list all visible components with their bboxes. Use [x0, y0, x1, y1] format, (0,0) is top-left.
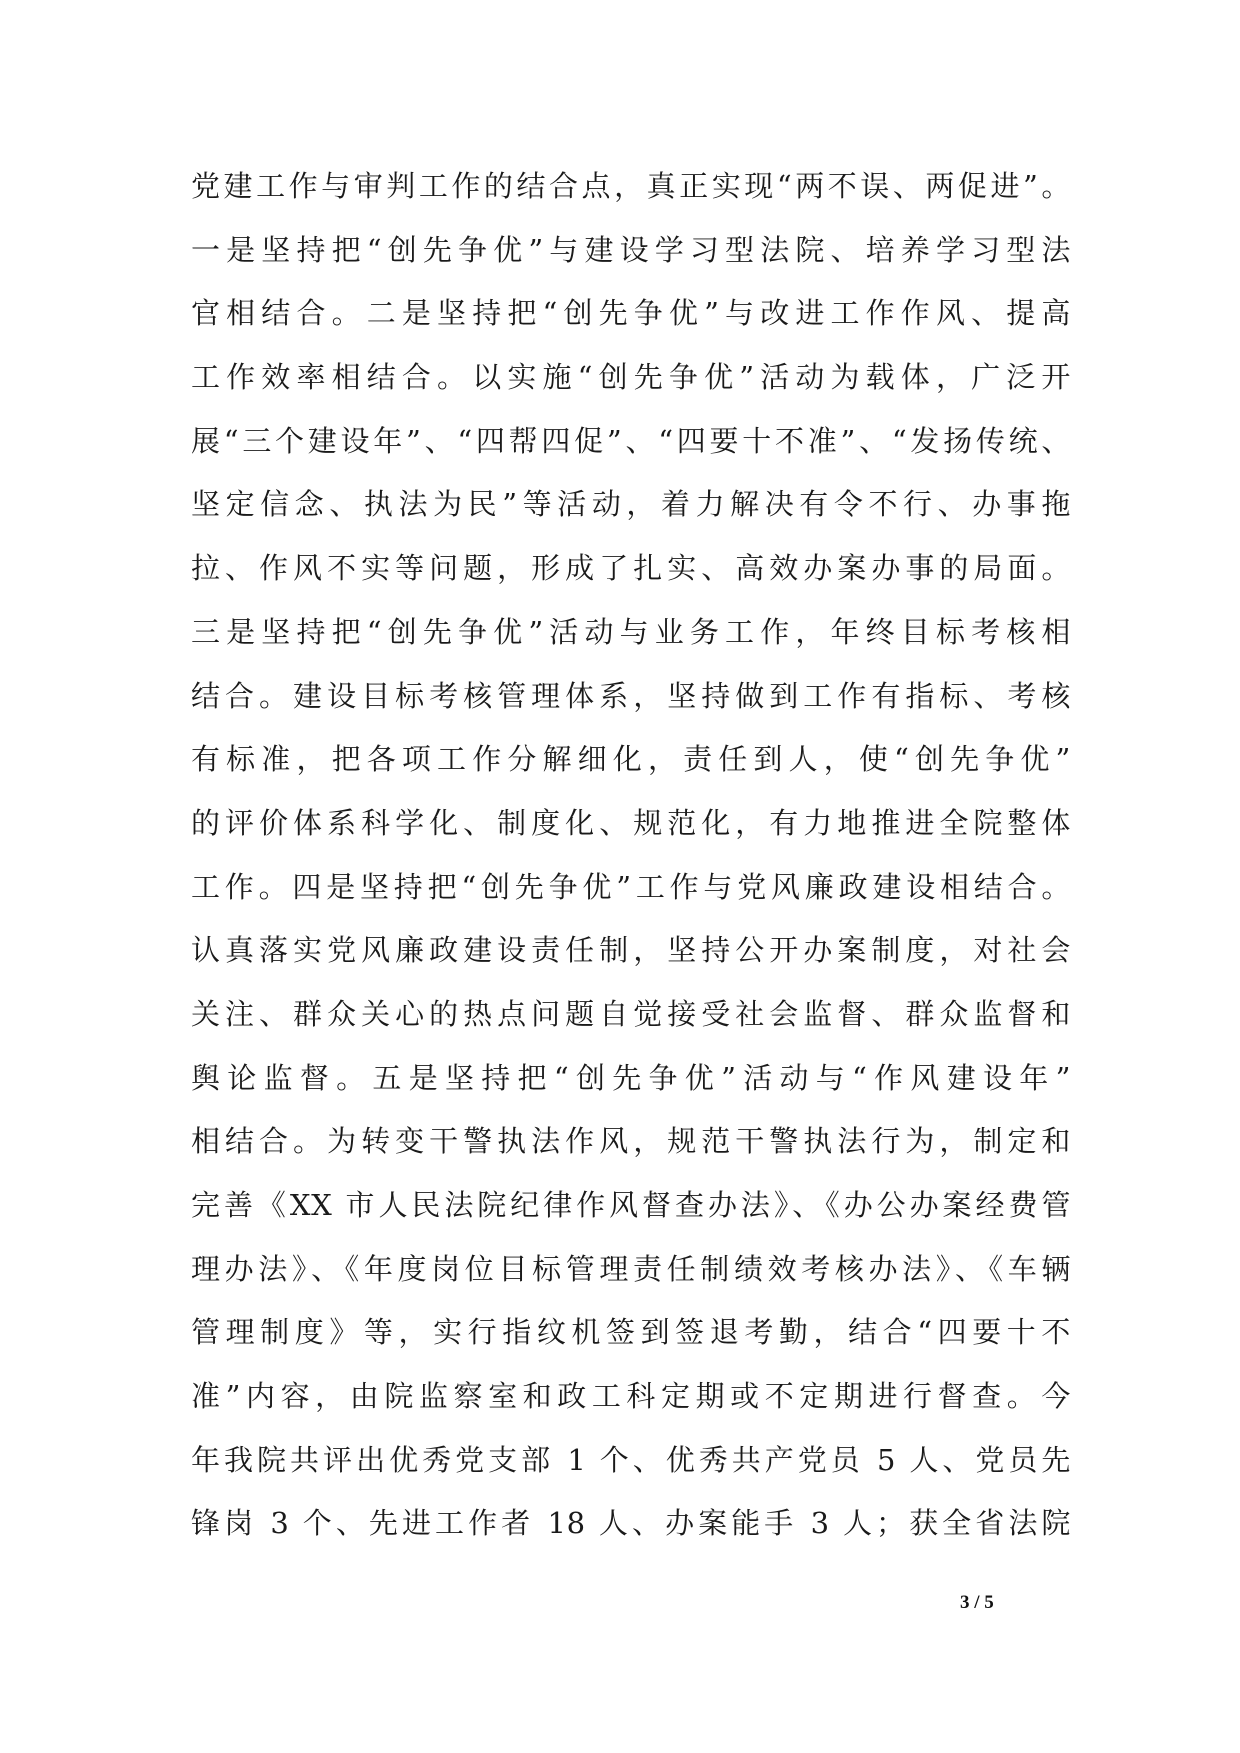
text-line: 坚定信念、执法为民”等活动，着力解决有令不行、办事拖	[191, 487, 1071, 522]
text-line: 结合。建设目标考核管理体系，坚持做到工作有指标、考核	[191, 678, 1071, 713]
text-line: 拉、作风不实等问题，形成了扎实、高效办案办事的局面。	[191, 551, 1071, 586]
text-line: 工作。四是坚持把“创先争优”工作与党风廉政建设相结合。	[191, 869, 1071, 904]
text-line: 工作效率相结合。以实施“创先争优”活动为载体，广泛开	[191, 360, 1071, 395]
text-line: 准”内容，由院监察室和政工科定期或不定期进行督查。今	[191, 1379, 1071, 1414]
text-line: 展“三个建设年”、“四帮四促”、“四要十不准”、“发扬传统、	[191, 423, 1071, 458]
text-line: 相结合。为转变干警执法作风，规范干警执法行为，制定和	[191, 1124, 1071, 1159]
text-line: 一是坚持把“创先争优”与建设学习型法院、培养学习型法	[191, 232, 1071, 267]
text-line: 党建工作与审判工作的结合点，真正实现“两不误、两促进”。	[191, 169, 1071, 203]
text-line: 三是坚持把“创先争优”活动与业务工作，年终目标考核相	[191, 614, 1071, 649]
text-line: 完善《XX 市人民法院纪律作风督查办法》、《办公办案经费管	[191, 1188, 1071, 1222]
text-line: 管理制度》等，实行指纹机签到签退考勤，结合“四要十不	[191, 1315, 1071, 1350]
text-line: 舆论监督。五是坚持把“创先争优”活动与“作风建设年”	[191, 1060, 1071, 1095]
text-line: 有标准，把各项工作分解细化，责任到人，使“创先争优”	[191, 742, 1071, 777]
body-text	[191, 155, 1071, 1556]
text-line: 认真落实党风廉政建设责任制，坚持公开办案制度，对社会	[191, 933, 1071, 968]
page-number: 3 / 5	[960, 1592, 994, 1613]
text-line: 理办法》、《年度岗位目标管理责任制绩效考核办法》、《车辆	[191, 1251, 1071, 1286]
text-line: 官相结合。二是坚持把“创先争优”与改进工作作风、提高	[191, 296, 1071, 331]
text-line: 的评价体系科学化、制度化、规范化，有力地推进全院整体	[191, 805, 1071, 840]
text-line: 锋岗 3 个、先进工作者 18 人、办案能手 3 人；获全省法院	[191, 1506, 1071, 1541]
text-line: 年我院共评出优秀党支部 1 个、优秀共产党员 5 人、党员先	[191, 1442, 1071, 1477]
text-line: 关注、群众关心的热点问题自觉接受社会监督、群众监督和	[191, 996, 1071, 1031]
